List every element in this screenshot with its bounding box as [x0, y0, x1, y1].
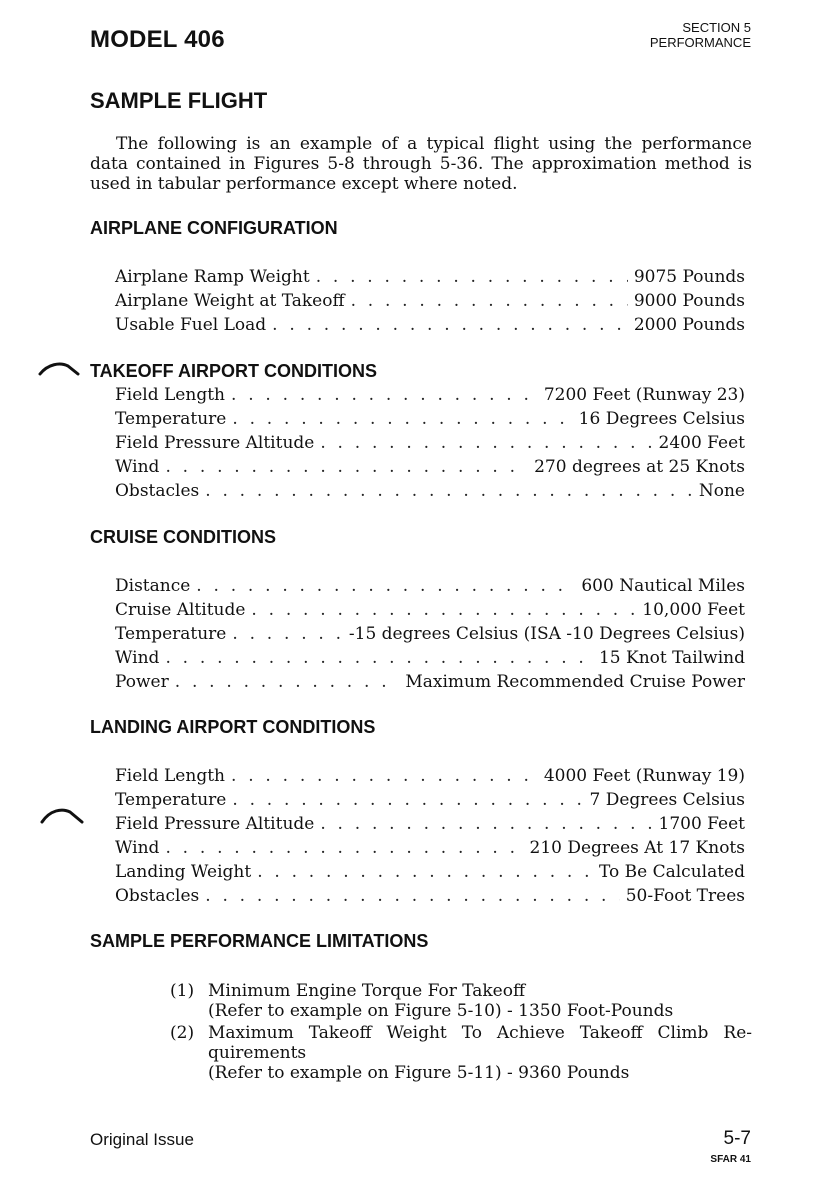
- item-reference: (Refer to example on Figure 5-11) - 9360 Pounds: [208, 1063, 630, 1083]
- revision-mark-icon: [38, 360, 86, 378]
- row-value: 10,000 Feet: [642, 600, 745, 620]
- row-value: 2400 Feet: [658, 433, 745, 453]
- heading-performance-limitations: SAMPLE PERFORMANCE LIMITATIONS: [90, 931, 429, 951]
- row-label: Obstacles: [115, 481, 200, 501]
- page-number: 5-7: [723, 1128, 751, 1149]
- list-item: [115, 886, 745, 910]
- list-item: [115, 814, 745, 838]
- row-value: 600 Nautical Miles: [581, 576, 745, 596]
- row-label: Field Length: [115, 385, 225, 405]
- heading-cruise-conditions: CRUISE CONDITIONS: [90, 527, 277, 547]
- row-value: 50-Foot Trees: [625, 886, 745, 906]
- list-item: [115, 624, 745, 648]
- page-footer: [710, 1128, 751, 1165]
- heading-landing-conditions: LANDING AIRPORT CONDITIONS: [90, 717, 376, 737]
- list-item: [115, 790, 745, 814]
- row-label: Usable Fuel Load: [115, 315, 267, 335]
- row-label: Wind: [115, 648, 160, 668]
- revision-label: SFAR 41: [710, 1154, 751, 1165]
- row-label: Wind: [115, 457, 160, 477]
- row-label: Distance: [115, 576, 191, 596]
- list-item: [115, 838, 745, 862]
- list-item: [115, 862, 745, 886]
- row-value: 15 Knot Tailwind: [598, 648, 745, 668]
- row-label: Temperature: [115, 790, 227, 810]
- row-label: Field Length: [115, 766, 225, 786]
- item-number: (1): [170, 981, 195, 1001]
- model-title: MODEL 406: [90, 26, 225, 53]
- row-value: 270 degrees at 25 Knots: [534, 457, 745, 477]
- list-item: [115, 267, 745, 291]
- row-value: To Be Calculated: [598, 862, 745, 882]
- list-item: [115, 648, 745, 672]
- airplane-configuration-list: [115, 267, 745, 339]
- row-value: Maximum Recommended Cruise Power: [405, 672, 745, 692]
- issue-label: Original Issue: [90, 1130, 194, 1149]
- heading-takeoff-conditions: TAKEOFF AIRPORT CONDITIONS: [90, 361, 377, 381]
- row-value: None: [698, 481, 745, 501]
- row-label: Landing Weight: [115, 862, 252, 882]
- row-value: 9075 Pounds: [633, 267, 745, 287]
- section-name: PERFORMANCE: [649, 35, 751, 50]
- list-item: [115, 766, 745, 790]
- heading-airplane-configuration: AIRPLANE CONFIGURATION: [90, 218, 338, 238]
- list-item: [115, 409, 745, 433]
- row-value: 2000 Pounds: [633, 315, 745, 335]
- item-text: Minimum Engine Torque For Takeoff: [208, 981, 526, 1001]
- row-label: Temperature: [115, 624, 227, 644]
- row-label: Field Pressure Altitude: [115, 433, 315, 453]
- row-label: Obstacles: [115, 886, 200, 906]
- revision-mark-icon: [40, 806, 88, 826]
- item-text: Maximum Takeoff Weight To Achieve Takeoff Climb Re- quirements: [208, 1023, 752, 1063]
- list-item: [115, 385, 745, 409]
- section-number: SECTION 5: [682, 20, 751, 35]
- list-item: [170, 981, 752, 1021]
- list-item: [115, 481, 745, 505]
- list-item: [170, 1023, 752, 1083]
- row-value: 4000 Feet (Runway 19): [543, 766, 745, 786]
- row-value: 7200 Feet (Runway 23): [543, 385, 745, 405]
- row-label: Power: [115, 672, 169, 692]
- row-value: 210 Degrees At 17 Knots: [529, 838, 745, 858]
- page-title: SAMPLE FLIGHT: [90, 88, 268, 113]
- list-item: [115, 576, 745, 600]
- row-value: 7 Degrees Celsius: [589, 790, 745, 810]
- section-header: [650, 20, 751, 50]
- row-value: -15 degrees Celsius (ISA -10 Degrees Celsius): [348, 624, 745, 644]
- list-item: [115, 672, 745, 696]
- intro-paragraph: [90, 134, 752, 194]
- row-label: Airplane Weight at Takeoff: [115, 291, 345, 311]
- limitations-list: [170, 981, 752, 1083]
- cruise-conditions-list: [115, 576, 745, 696]
- list-item: [115, 291, 745, 315]
- takeoff-conditions-list: [115, 385, 745, 505]
- row-value: 16 Degrees Celsius: [578, 409, 745, 429]
- list-item: [115, 433, 745, 457]
- intro-text: The following is an example of a typical flight using the performance data contained in Figures 5-8 through 5-36. The approximation method is used in tabular performance except where noted.: [90, 134, 752, 194]
- item-reference: (Refer to example on Figure 5-10) - 1350 Foot-Pounds: [208, 1001, 674, 1021]
- row-value: 1700 Feet: [658, 814, 745, 834]
- list-item: [115, 315, 745, 339]
- list-item: [115, 600, 745, 624]
- landing-conditions-list: [115, 766, 745, 910]
- row-value: 9000 Pounds: [633, 291, 745, 311]
- row-label: Field Pressure Altitude: [115, 814, 315, 834]
- row-label: Airplane Ramp Weight: [115, 267, 310, 287]
- item-number: (2): [170, 1023, 195, 1043]
- row-label: Wind: [115, 838, 160, 858]
- row-label: Cruise Altitude: [115, 600, 246, 620]
- row-label: Temperature: [115, 409, 227, 429]
- list-item: [115, 457, 745, 481]
